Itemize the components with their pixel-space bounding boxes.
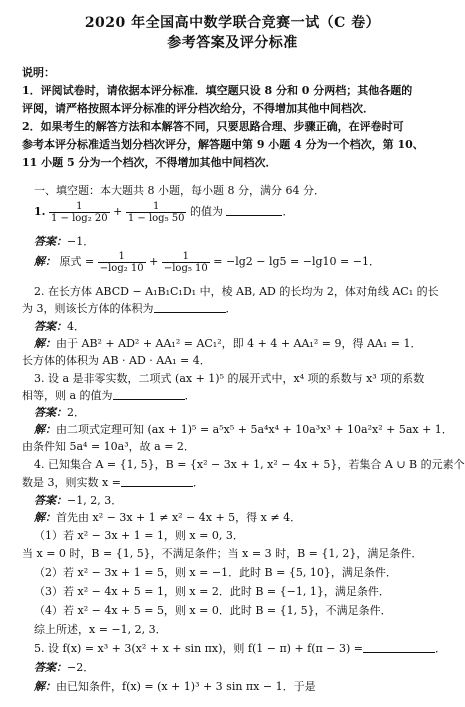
answer-label: 答案： [34, 320, 67, 333]
solution-5-line-1 [34, 680, 316, 694]
answer-1 [34, 235, 94, 249]
question-text: 5. 设 f(x) = x³ + 3(x² + x + sin πx)，则 f(1 − π) + f(π − 3) = [34, 642, 363, 655]
solution-text: 由于 AB² + AD² + AA₁² = AC₁²，即 4 + 4 + AA₁² = 9，得 AA₁ = 1． [56, 337, 422, 350]
plus-sign: + [113, 205, 123, 218]
notes-heading: 说明： [22, 66, 55, 79]
solution-3-line-2: 由条件知 5a⁴ = 10a³，故 a = 2． [22, 440, 195, 453]
question-text: 相等，则 a 的值为 [22, 389, 113, 402]
solution-1: 解： 原式 = $\frac{1}{\text{−log₂ 10}}$ + $\frac{1}{\text{−log₅ 10}}$ = −lg2 − lg5 = −lg10 = −1． [34, 250, 380, 274]
solution-3-line-1 [34, 423, 453, 437]
question-text: 的值为 [189, 205, 223, 218]
answer-label: 答案： [34, 494, 67, 507]
question-4-line-2: 数是 3，则实数 x = ． [22, 476, 204, 489]
fraction [98, 251, 146, 274]
fraction [126, 201, 187, 224]
answer-4 [34, 494, 122, 508]
numerator: 1 [98, 251, 146, 263]
solution-label: 解： [34, 680, 56, 693]
solution-4-line-7: 综上所述，x = −1, 2, 3． [34, 623, 167, 636]
denominator: −log₂ 10 [99, 262, 144, 274]
answer-label: 答案： [34, 661, 67, 674]
solution-4-line-6: （4）若 x² − 4x + 5 = 5，则 x = 0．此时 B = {1, 5}，不满足条件． [34, 604, 392, 617]
solution-label: 解： [34, 511, 56, 524]
question-text: 为 3，则该长方体的体积为 [22, 302, 154, 315]
solution-text: 由二项式定理可知 (ax + 1)⁵ = a⁵x⁵ + 5a⁴x⁴ + 10a³x³ + 10a²x² + 5ax + 1． [56, 423, 453, 436]
note-1-line-2: 评阅，请严格按照本评分标准的评分档次给分，不得增加其他中间档次． [22, 102, 374, 115]
note-2-line-3: 11 小题 5 分为一个档次，不得增加其他中间档次． [22, 156, 277, 169]
solution-4-line-1 [34, 511, 301, 525]
question-5: 5. 设 f(x) = x³ + 3(x² + x + sin πx)，则 f(1 − π) + f(π − 3) = ． [34, 642, 446, 655]
section-heading: 一、填空题：本大题共 8 小题，每小题 8 分，满分 64 分． [34, 184, 325, 197]
answer-value: −2． [67, 661, 95, 674]
answer-blank [154, 302, 226, 313]
answer-3 [34, 406, 85, 420]
question-3-line-2: 相等，则 a 的值为 ． [22, 389, 196, 402]
note-1-line-1: 1．评阅试卷时，请依据本评分标准．填空题只设 8 分和 0 分两档；其他各题的 [22, 84, 413, 97]
answer-blank [363, 642, 435, 653]
solution-2-line-1 [34, 337, 421, 351]
denominator: −log₅ 10 [163, 262, 208, 274]
note-2-line-1: 2．如果考生的解答方法和本解答不同，只要思路合理、步骤正确，在评卷时可 [22, 120, 404, 133]
solution-4-line-4: （2）若 x² − 3x + 1 = 5，则 x = −1．此时 B = {5, 10}，满足条件． [34, 566, 397, 579]
answer-value: −1． [67, 235, 95, 248]
denominator: 1 − log₂ 20 [50, 212, 108, 224]
answer-label: 答案： [34, 235, 67, 248]
solution-text: = −lg2 − lg5 = −lg10 = −1． [213, 255, 380, 268]
solution-text: 由已知条件，f(x) = (x + 1)³ + 3 sin πx − 1．于是 [56, 680, 316, 693]
solution-text: 原式 = [59, 255, 95, 268]
answer-blank [121, 476, 193, 487]
page-title: 2020 年全国高中数学联合竞赛一试（C 卷） [84, 15, 381, 31]
solution-4-line-3: 当 x = 0 时，B = {1, 5}，不满足条件；当 x = 3 时，B = {1, 2}，满足条件． [22, 547, 423, 560]
answer-2 [34, 320, 85, 334]
solution-2-line-2: 长方体的体积为 AB · AD · AA₁ = 4． [22, 354, 211, 367]
question-2-line-2: 为 3，则该长方体的体积为 ． [22, 302, 237, 315]
answer-blank [113, 389, 185, 400]
answer-value: −1, 2, 3． [67, 494, 123, 507]
fraction [49, 201, 110, 224]
question-1: 1. $\frac{1}{\text{1 − log₂ 20}}$ + $\frac{1}{\text{1 − log₅ 50}}$ 的值为 ． [34, 200, 294, 224]
numerator: 1 [162, 251, 210, 263]
question-4-line-1: 4. 已知集合 A = {1, 5}，B = {x² − 3x + 1, x² − 4x + 5}，若集合 A ∪ B 的元素个 [34, 458, 465, 471]
fraction [162, 251, 210, 274]
note-2-line-2: 参考本评分标准适当划分档次评分，解答题中第 9 小题 4 分为一个档次，第 10、 [22, 138, 424, 151]
solution-4-line-5: （3）若 x² − 4x + 5 = 1，则 x = 2．此时 B = {−1, 1}，满足条件． [34, 585, 390, 598]
solution-label: 解： [34, 255, 56, 268]
answer-5 [34, 661, 94, 675]
answer-label: 答案： [34, 406, 67, 419]
solution-label: 解： [34, 423, 56, 436]
answer-blank [226, 205, 282, 216]
answer-value: 4． [67, 320, 85, 333]
numerator: 1 [49, 201, 110, 213]
question-text: 数是 3，则实数 x = [22, 476, 121, 489]
solution-label: 解： [34, 337, 56, 350]
question-2-line-1: 2. 在长方体 ABCD − A₁B₁C₁D₁ 中，棱 AB, AD 的长均为 2，体对角线 AC₁ 的长 [34, 285, 439, 298]
page-subtitle: 参考答案及评分标准 [167, 35, 298, 51]
question-3-line-1: 3. 设 a 是非零实数，二项式 (ax + 1)⁵ 的展开式中，x⁴ 项的系数与 x³ 项的系数 [34, 372, 425, 385]
answer-value: 2． [67, 406, 85, 419]
numerator: 1 [126, 201, 187, 213]
solution-4-line-2: （1）若 x² − 3x + 1 = 1，则 x = 0, 3． [34, 529, 244, 542]
denominator: 1 − log₅ 50 [127, 212, 185, 224]
question-number: 1. [34, 205, 46, 218]
solution-text: 首先由 x² − 3x + 1 ≠ x² − 4x + 5，得 x ≠ 4． [56, 511, 302, 524]
